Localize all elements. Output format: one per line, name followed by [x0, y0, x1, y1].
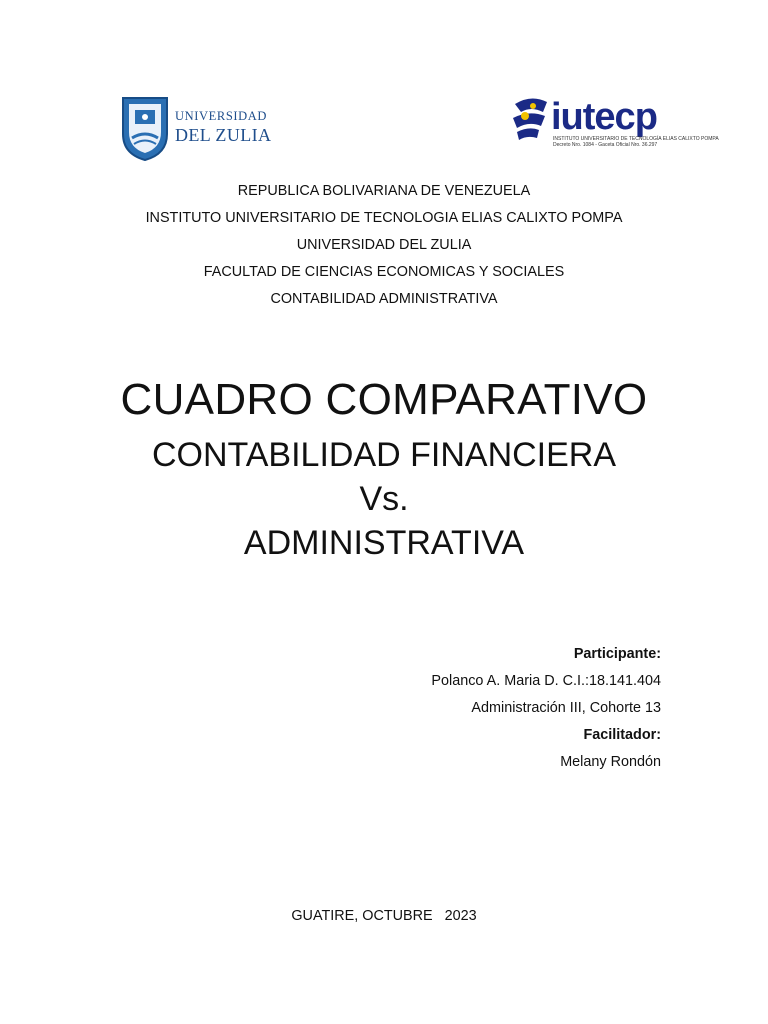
header-line-institute: INSTITUTO UNIVERSITARIO DE TECNOLOGIA ELIAS CALIXTO POMPA [145, 210, 623, 226]
facilitator-label: Facilitador: [583, 727, 661, 743]
iutecp-decree-text: Decreto Nro. 1084 - Gaceta Oficial Nro. 36.297 [553, 142, 658, 148]
subtitle-line-3: ADMINISTRATIVA [243, 524, 525, 562]
header-line-university: UNIVERSIDAD DEL ZULIA [296, 237, 472, 253]
header-line-faculty: FACULTAD DE CIENCIAS ECONOMICAS Y SOCIALES [203, 264, 565, 280]
luz-wordmark-line2: DEL ZULIA [175, 124, 272, 145]
subtitle-line-2: Vs. [359, 480, 409, 518]
participant-label: Participante: [573, 646, 661, 662]
iutecp-tagline [553, 136, 719, 148]
header-line-subject: CONTABILIDAD ADMINISTRATIVA [270, 291, 498, 307]
header-line-country: REPUBLICA BOLIVARIANA DE VENEZUELA [237, 183, 531, 199]
luz-wordmark-line1: UNIVERSIDAD [175, 109, 268, 123]
participant-name: Polanco A. Maria D. C.I.:18.141.404 [431, 673, 661, 689]
iutecp-wordmark: iutecp [551, 96, 657, 138]
place-date: GUATIRE, OCTUBRE 2023 [291, 908, 477, 924]
subtitle-line-1: CONTABILIDAD FINANCIERA [151, 436, 617, 474]
luz-wordmark [175, 110, 271, 144]
document-subtitle [0, 433, 768, 565]
iutecp-logo [509, 94, 719, 158]
participant-course: Administración III, Cohorte 13 [471, 700, 661, 716]
luz-seal-icon [119, 94, 171, 162]
iutecp-emblem-icon [509, 94, 553, 142]
document-title: CUADRO COMPARATIVO [120, 375, 648, 424]
author-info [431, 641, 661, 776]
universidad-del-zulia-logo [119, 94, 284, 162]
iutecp-tagline-text: INSTITUTO UNIVERSITARIO DE TECNOLOGÍA ELIAS CALIXTO POMPA [553, 136, 719, 142]
institution-header [0, 178, 768, 313]
facilitator-name: Melany Rondón [560, 754, 661, 770]
